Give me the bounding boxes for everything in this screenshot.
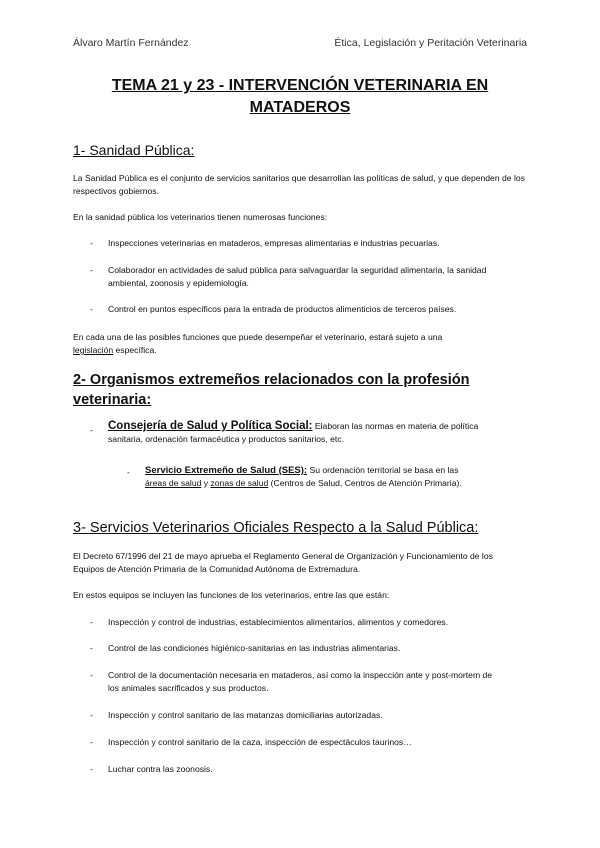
bullet-dash: - xyxy=(127,467,130,477)
areas-salud-link[interactable]: áreas de salud xyxy=(145,478,202,488)
list-item: Luchar contra las zoonosis. xyxy=(108,764,213,774)
zonas-salud-link[interactable]: zonas de salud xyxy=(210,478,269,488)
paragraph: En la sanidad pública los veterinarios tienen numerosas funciones: xyxy=(73,212,328,222)
bullet-dash: - xyxy=(90,764,93,774)
section-2-heading xyxy=(73,370,533,410)
paragraph xyxy=(73,331,533,357)
bullet-dash: - xyxy=(90,643,93,653)
text: y xyxy=(201,478,211,488)
paragraph: La Sanidad Pública es el conjunto de servicios sanitarios que desarrollan las políticas de salud, y que dependen de los respectivos gobiernos. xyxy=(73,173,525,196)
header-author: Álvaro Martín Fernández xyxy=(73,37,189,49)
list-item: Control de la documentación necesaria en mataderos, así como la inspección ante y post-mortem de los animales sacrificados y sus productos. xyxy=(108,670,493,693)
bullet-dash: - xyxy=(90,425,93,435)
list-item: Inspección y control sanitario de la caza, inspección de espectáculos taurinos… xyxy=(108,737,412,747)
bullet-dash: - xyxy=(90,265,93,275)
bullet-dash: - xyxy=(90,710,93,720)
legislacion-link[interactable]: legislación xyxy=(73,345,114,355)
item-title: Consejería de Salud y Política Social: xyxy=(108,420,313,432)
text: Su ordenación territorial se basa en las xyxy=(307,465,459,475)
list-item xyxy=(145,464,545,490)
heading-line: 2- Organismos extremeños relacionados con la profesión xyxy=(73,372,470,388)
bullet-dash: - xyxy=(90,617,93,627)
text: Elaboran las normas en materia de política xyxy=(312,421,479,431)
title-line-1: TEMA 21 y 23 - INTERVENCIÓN VETERINARIA EN xyxy=(111,77,489,94)
bullet-dash: - xyxy=(90,737,93,747)
section-3-heading: 3- Servicios Veterinarios Oficiales Respecto a la Salud Pública: xyxy=(73,520,479,536)
item-title: Servicio Extremeño de Salud (SES): xyxy=(145,465,308,476)
bullet-dash: - xyxy=(90,238,93,248)
paragraph: En estos equipos se incluyen las funciones de los veterinarios, entre las que están: xyxy=(73,590,390,600)
list-item: Colaborador en actividades de salud pública para salvaguardar la seguridad alimentaria, la sanidad ambiental, zoonosis y epidemiología. xyxy=(108,265,487,288)
text: específica. xyxy=(113,345,157,355)
text: (Centros de Salud, Centros de Atención Primaria). xyxy=(268,478,462,488)
list-item: Inspección y control de industrias, establecimientos alimentarios, alimentos y comedores. xyxy=(108,617,449,627)
title-line-2: MATADEROS xyxy=(249,99,351,116)
section-1-heading: 1- Sanidad Pública: xyxy=(73,142,195,158)
heading-line: veterinaria: xyxy=(73,392,152,408)
list-item: Inspecciones veterinarias en mataderos, empresas alimentarias e industrias pecuarias. xyxy=(108,238,440,248)
page-title xyxy=(60,75,540,119)
list-item: Control en puntos específicos para la entrada de productos alimenticios de terceros países. xyxy=(108,304,457,314)
list-item: Inspección y control sanitario de las matanzas domiciliarias autorizadas. xyxy=(108,710,383,720)
text: En cada una de las posibles funciones que puede desempeñar el veterinario, estará sujeto a una xyxy=(73,332,443,342)
bullet-dash: - xyxy=(90,304,93,314)
bullet-dash: - xyxy=(90,670,93,680)
text: sanitaria, ordenación farmacéutica y productos sanitarios, etc. xyxy=(108,434,344,444)
header-course: Ética, Legislación y Peritación Veterinaria xyxy=(334,37,527,49)
list-item xyxy=(108,420,538,446)
paragraph: El Decreto 67/1996 del 21 de mayo aprueba el Reglamento General de Organización y Funcionamiento de los Equipos de Atención Primaria de la Comunidad Autónoma de Extremadura. xyxy=(73,551,493,574)
list-item: Control de las condiciones higiénico-sanitarias en las industrias alimentarias. xyxy=(108,643,401,653)
